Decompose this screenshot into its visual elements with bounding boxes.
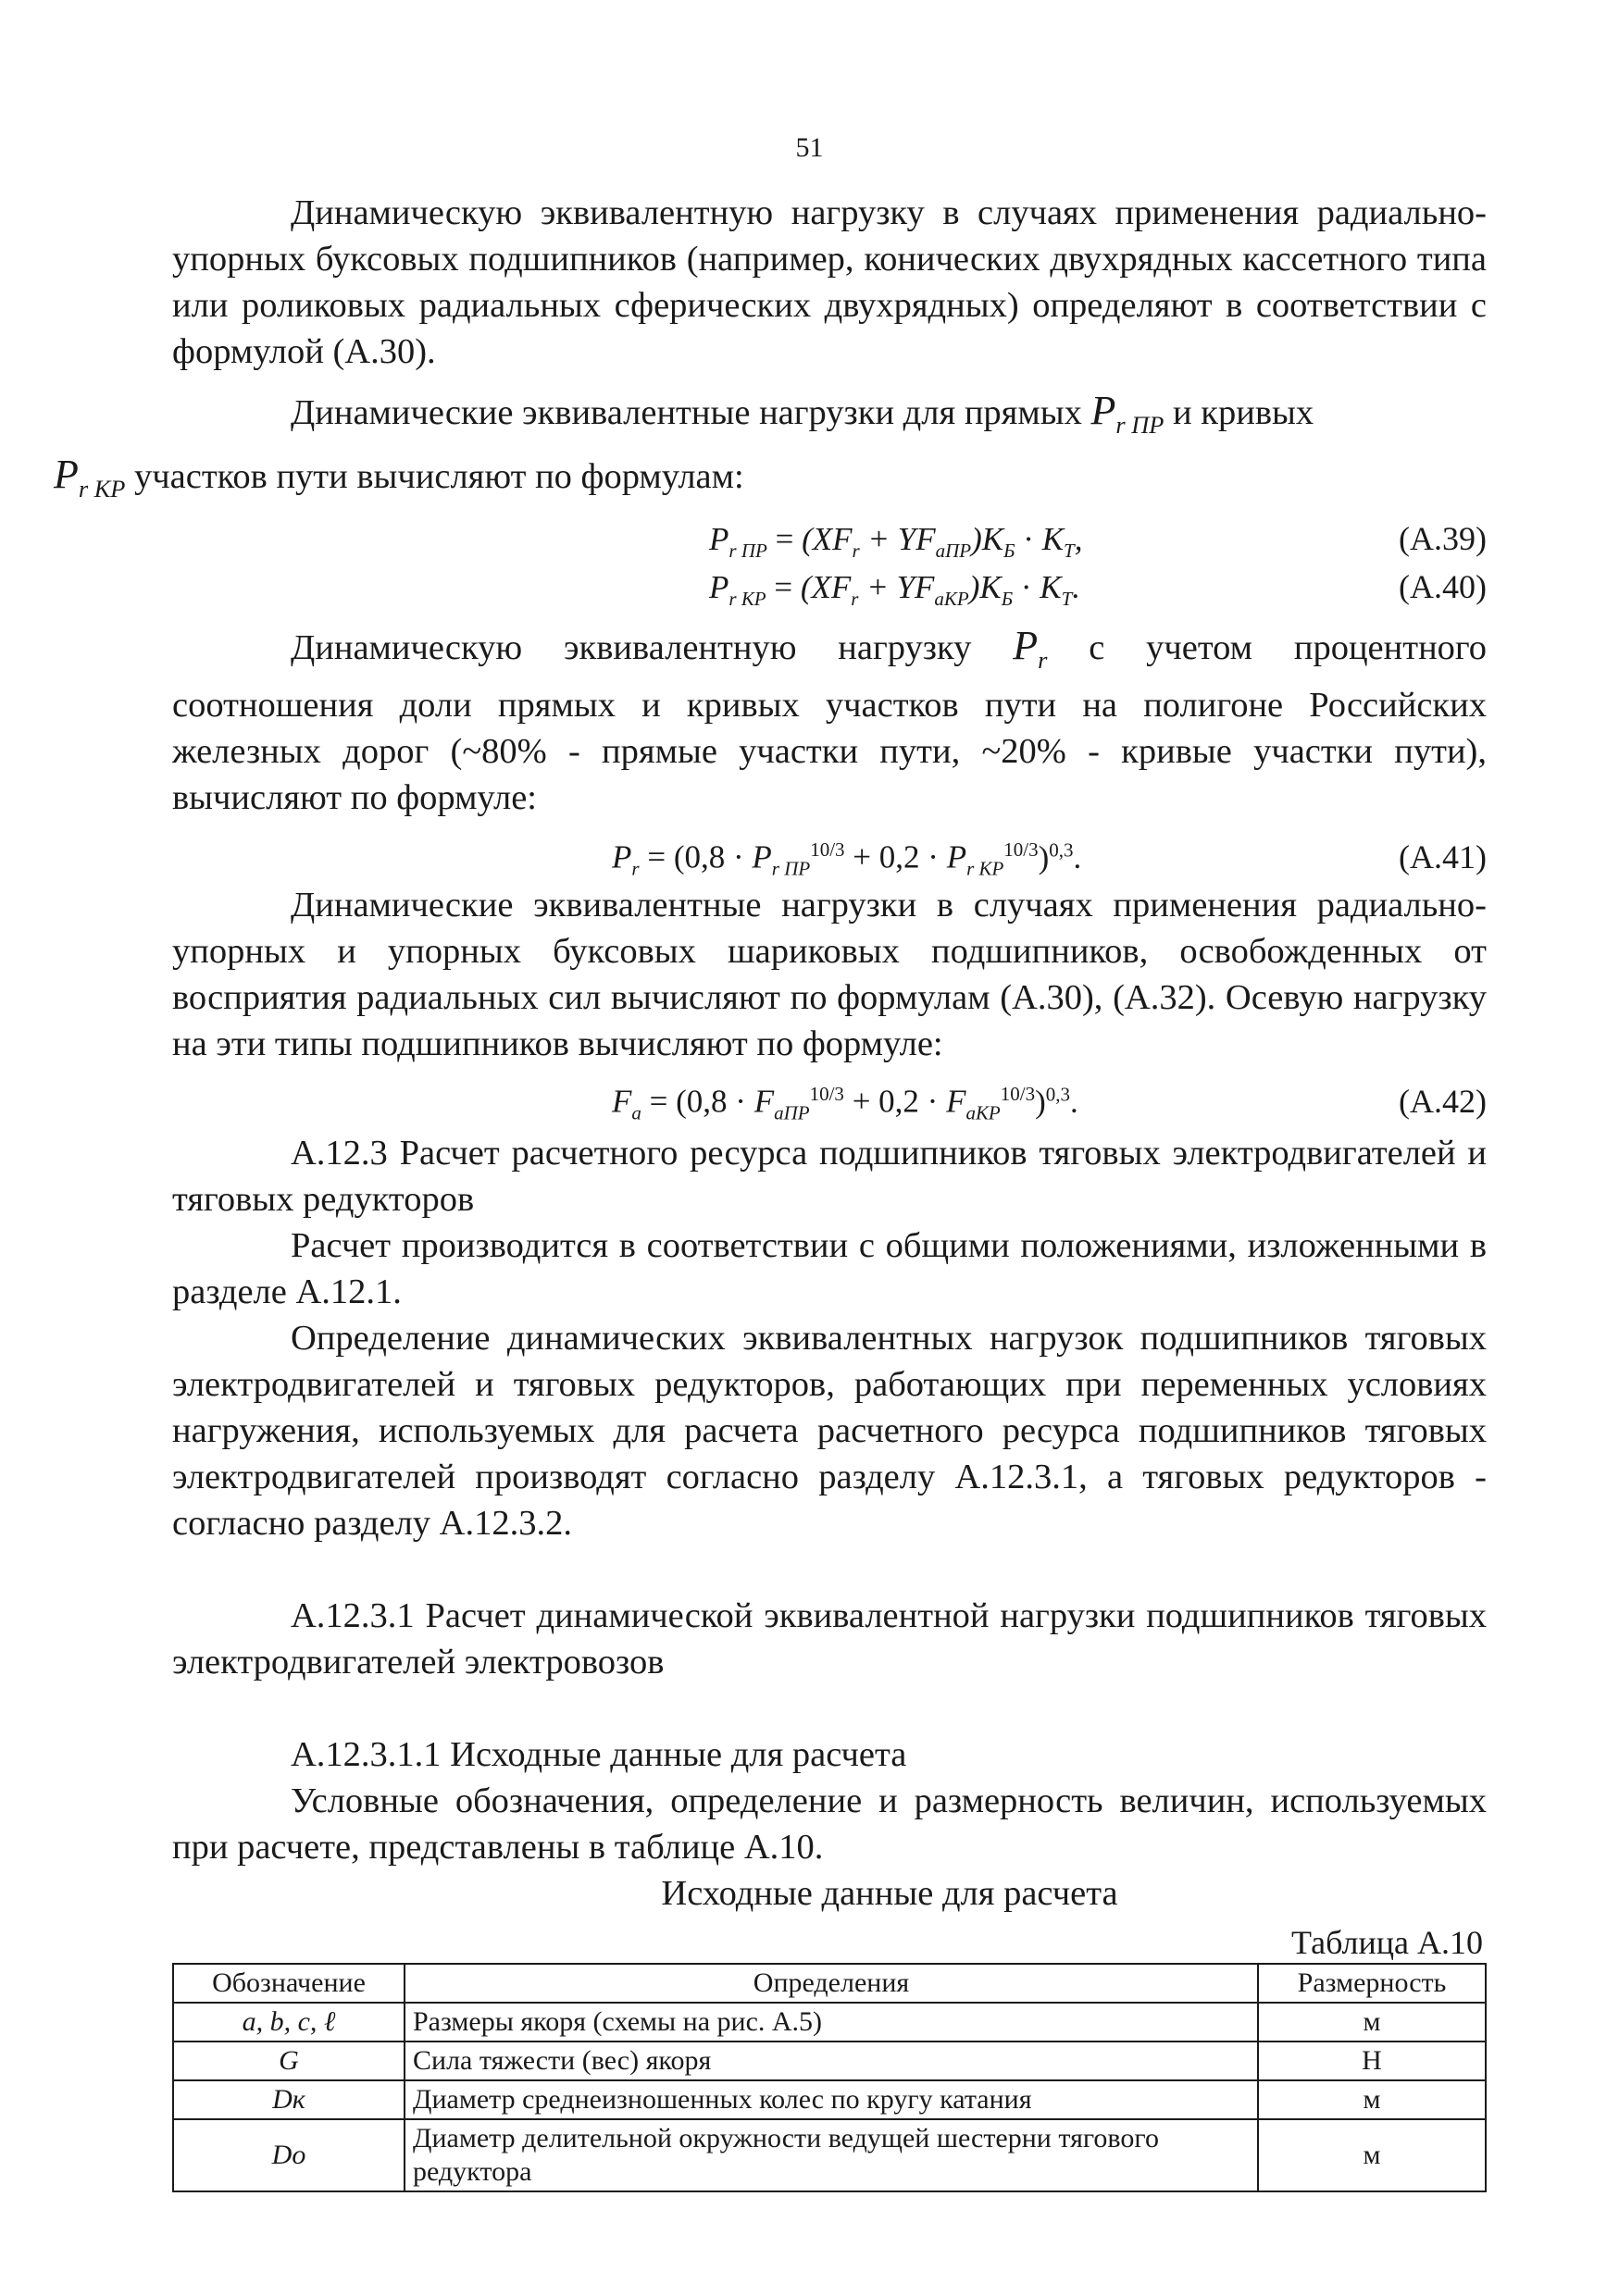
formula-a40: $P_{r КР} = (XF_r + YF_{aКР})K_Б \cdot K_Т$. [709, 568, 1081, 610]
page-content [54, 190, 1488, 2192]
table-cell-unit: Н [1258, 2042, 1486, 2080]
formula-a39-row [172, 515, 1487, 562]
formula-a41: $P_r = (0,8 \cdot P_{r ПР}^{10/3} + 0,2 \cdot P_{r КР}^{10/3})^{0,3}$. [612, 838, 1082, 881]
table-row [173, 2080, 1486, 2119]
table-header: Определения [405, 1964, 1258, 2003]
formula-a39: $P_{r ПР} = (XF_r + YF_{aПР})K_Б \cdot K_Т$, [709, 520, 1083, 562]
symbol-p-r: $P_r$ [1013, 622, 1048, 674]
page-number: 51 [795, 132, 824, 163]
data-table [172, 1963, 1487, 2192]
paragraph [54, 386, 1487, 514]
table-row [173, 2042, 1486, 2080]
formula-a41-row [172, 826, 1487, 882]
table-cell-unit: м [1258, 2080, 1486, 2119]
table-cell-symbol: Dо [173, 2119, 405, 2191]
paragraph: Динамическую эквивалентную нагрузку $P_r$ с учетом процентного соотношения доли прямых и кривых участков пути на полигоне Российских железных дорог (~80% - прямые участки пути, ~20% - кривые участки пути), вычисляют по формуле: [172, 622, 1488, 818]
formula-a40-row [172, 564, 1487, 610]
symbol-p-r-straight: $P_{r ПР}$ [1090, 388, 1164, 439]
table-header: Размерность [1258, 1964, 1486, 2003]
paragraph: Условные обозначения, определение и размерность величин, используемых при расчете, представлены в таблице А.10. [172, 1781, 1487, 1868]
formula-a42: $F_a = (0,8 \cdot F_{aПР}^{10/3} + 0,2 \cdot F_{aКР}^{10/3})^{0,3}$. [612, 1083, 1078, 1125]
table-cell-symbol: Dк [173, 2080, 405, 2119]
table-row [173, 2119, 1486, 2191]
table-cell-definition: Диаметр среднеизношенных колес по кругу катания [405, 2080, 1258, 2119]
paragraph-text: участков пути вычисляют по формулам: [134, 456, 744, 496]
table-label: Таблица А.10 [1291, 1924, 1483, 1962]
section-heading: А.12.3.1 Расчет динамической эквивалентной нагрузки подшипников тяговых электродвигателей электровозов [172, 1596, 1487, 1682]
table-title: Исходные данные для расчета [661, 1874, 1118, 1914]
paragraph-text: Динамические эквивалентные нагрузки для прямых [291, 393, 1082, 432]
table-cell-definition: Сила тяжести (вес) якоря [405, 2042, 1258, 2080]
table-cell-definition: Диаметр делительной окружности ведущей шестерни тягового редуктора [405, 2119, 1258, 2191]
table-header-row [173, 1964, 1486, 2003]
paragraph: Динамические эквивалентные нагрузки в случаях применения радиально-упорных и упорных буксовых шариковых подшипников, освобожденных от восприятия радиальных сил вычисляют по формулам (А.30), (А.32). Осевую нагрузку на эти типы подшипников вычисляют по формуле: [172, 886, 1487, 1064]
section-heading: А.12.3 Расчет расчетного ресурса подшипников тяговых электродвигателей и тяговых редукторов [172, 1134, 1487, 1220]
paragraph-text: и кривых [1173, 393, 1314, 432]
table-cell-symbol: a, b, c, ℓ [173, 2003, 405, 2042]
table-row [173, 2003, 1486, 2042]
formula-a40-number: (А.40) [1399, 567, 1487, 605]
paragraph: Динамическую эквивалентную нагрузку в случаях применения радиально-упорных буксовых подшипников (например, конических двухрядных кассетного типа или роликовых радиальных сферических двухрядных) определяют в соответствии с формулой (А.30). [172, 193, 1487, 371]
formula-a39-number: (А.39) [1399, 519, 1487, 557]
table-cell-definition: Размеры якоря (схемы на рис. А.5) [405, 2003, 1258, 2042]
table-cell-unit: м [1258, 2119, 1486, 2191]
symbol-p-r-curve: $P_{r КР}$ [54, 451, 126, 503]
formula-a42-number: (А.42) [1399, 1083, 1487, 1121]
formula-a41-number: (А.41) [1399, 838, 1487, 876]
formula-a42-row [172, 1071, 1487, 1130]
table-cell-symbol: G [173, 2042, 405, 2080]
section-heading: А.12.3.1.1 Исходные данные для расчета [291, 1735, 907, 1775]
paragraph: Определение динамических эквивалентных нагрузок подшипников тяговых электродвигателей и тяговых редукторов, работающих при переменных условиях нагружения, используемых для расчета расчетного ресурса подшипников тяговых электродвигателей производят согласно разделу А.12.3.1, а тяговых редукторов - согласно разделу А.12.3.2. [172, 1319, 1487, 1544]
paragraph: Расчет производится в соответствии с общими положениями, изложенными в разделе А.12.1. [172, 1226, 1487, 1312]
table-cell-unit: м [1258, 2003, 1486, 2042]
table-header: Обозначение [173, 1964, 405, 2003]
